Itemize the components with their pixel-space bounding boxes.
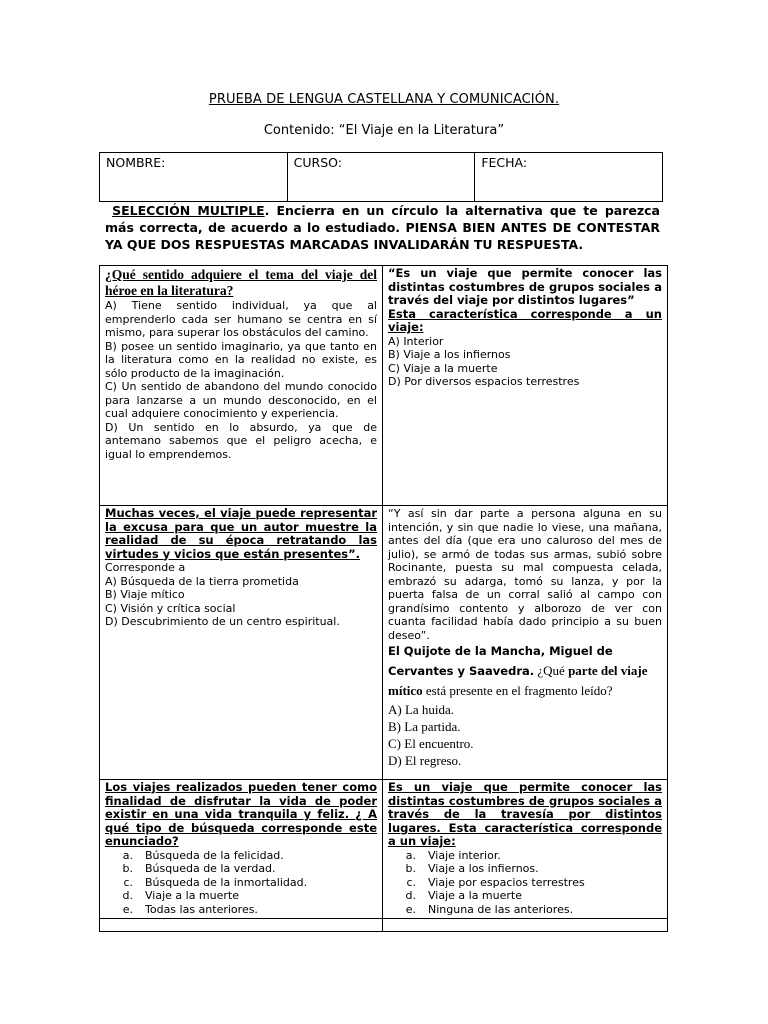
- curso-field[interactable]: CURSO:: [287, 153, 475, 202]
- question-4-q-c: mítico: [388, 683, 423, 698]
- content-subtitle: Contenido: “El Viaje en la Literatura”: [263, 123, 505, 138]
- option-marker: c.: [123, 875, 133, 889]
- question-3-option-c[interactable]: C) Visión y crítica social: [105, 601, 236, 615]
- question-4-option-c[interactable]: C) El encuentro.: [388, 736, 474, 751]
- option-text: Búsqueda de la felicidad.: [145, 848, 284, 862]
- question-4-source-2: Cervantes y Saavedra.: [388, 664, 535, 678]
- nombre-field[interactable]: NOMBRE:: [100, 153, 288, 202]
- question-4-q-d: está presente en el fragmento leído?: [422, 683, 613, 698]
- question-1-prompt: ¿Qué sentido adquiere el tema del viaje del héroe en la literatura?: [105, 267, 377, 298]
- option-text: Viaje a la muerte: [428, 889, 522, 902]
- option-text: Todas las anteriores.: [145, 902, 258, 916]
- question-4-option-a[interactable]: A) La huida.: [388, 702, 455, 717]
- student-info-table: [99, 152, 663, 202]
- page-title: PRUEBA DE LENGUA CASTELLANA Y COMUNICACIÓN.: [208, 92, 560, 107]
- question-1-option-c[interactable]: C) Un sentido de abandono del mundo conocido para lanzarse a un mundo desconocido, en el cual adquiere conocimiento y experiencia.: [105, 380, 377, 420]
- question-2-prompt: Esta característica corresponde a un viaje:: [388, 306, 662, 334]
- option-marker: e.: [405, 902, 416, 916]
- question-2-option-a[interactable]: A) Interior: [388, 334, 444, 348]
- question-4-q-a: ¿Qué: [534, 663, 569, 678]
- option-marker: b.: [405, 862, 416, 875]
- question-2-quote: “Es un viaje que permite conocer las distintas costumbres de grupos sociales a través del viaje por distintos lugares”: [388, 266, 662, 307]
- instructions-text: . Encierra en un círculo la alternativa que te parezca más correcta, de acuerdo a lo estudiado. PIENSA BIEN ANTES DE CONTESTAR YA QUE DOS RESPUESTAS MARCADAS INVALIDARÁN TU RESPUESTA.: [105, 203, 660, 252]
- question-5-option-c[interactable]: [105, 876, 377, 890]
- option-text: Viaje interior.: [428, 848, 501, 862]
- fecha-field[interactable]: FECHA:: [475, 153, 663, 202]
- question-6-prompt: Es un viaje que permite conocer las distintas costumbres de grupos sociales a través de la travesía por distintos lugares. Esta característica corresponde a un viaje:: [388, 780, 662, 848]
- question-1: [100, 266, 383, 506]
- option-text: Ninguna de las anteriores.: [428, 902, 574, 916]
- question-5-option-a[interactable]: [105, 849, 377, 863]
- question-5-option-b[interactable]: [105, 862, 377, 876]
- question-6-option-c[interactable]: [388, 876, 662, 890]
- option-marker: d.: [405, 889, 416, 902]
- option-marker: b.: [122, 862, 133, 875]
- question-5-option-e[interactable]: [105, 903, 377, 917]
- question-1-option-d[interactable]: D) Un sentido en lo absurdo, ya que de antemano sabemos que el peligro acecha, e igual lo emprendemos.: [105, 420, 377, 461]
- question-3-option-d[interactable]: D) Descubrimiento de un centro espiritual.: [105, 615, 340, 628]
- question-2: [383, 266, 668, 506]
- option-marker: c.: [406, 875, 416, 889]
- question-4-option-b[interactable]: B) La partida.: [388, 719, 461, 734]
- question-2-option-c[interactable]: C) Viaje a la muerte: [388, 361, 498, 375]
- question-6-option-b[interactable]: [388, 862, 662, 876]
- question-3: [100, 506, 383, 780]
- question-4-quote: “Y así sin dar parte a persona alguna en su intención, y sin que nadie lo viese, una mañana, antes del día (que era uno caluroso del mes de julio), se armó de todas sus armas, subió sobre Rocinante, puesta su mal compuesta celada, embrazó su adarga, tomó su lanza, y por la puerta falsa de un corral salió al campo con grandísimo contento y alborozo de ver con cuanta facilidad había dado principio a su buen deseo”.: [388, 507, 662, 642]
- option-text: Búsqueda de la inmortalidad.: [145, 875, 308, 889]
- question-3-option-b[interactable]: B) Viaje mítico: [105, 588, 185, 601]
- option-text: Viaje por espacios terrestres: [428, 875, 585, 889]
- option-text: Viaje a los infiernos.: [428, 862, 539, 875]
- questions-table: [99, 265, 668, 932]
- question-3-option-a[interactable]: A) Búsqueda de la tierra prometida: [105, 574, 299, 588]
- question-5: [100, 780, 383, 919]
- empty-cell: [100, 919, 383, 932]
- question-5-option-d[interactable]: [105, 889, 377, 903]
- option-marker: a.: [405, 848, 416, 862]
- question-4-q-b: parte del viaje: [568, 663, 648, 678]
- question-6: [383, 780, 668, 919]
- instructions: [105, 202, 660, 253]
- option-marker: e.: [122, 902, 133, 916]
- question-2-option-d[interactable]: D) Por diversos espacios terrestres: [388, 375, 580, 388]
- question-3-lead: Corresponde a: [105, 561, 186, 574]
- question-3-prompt: Muchas veces, el viaje puede representar la excusa para que un autor muestre la realidad de su época retratando las virtudes y vicios que están presentes”.: [105, 506, 377, 561]
- option-text: Búsqueda de la verdad.: [145, 862, 276, 875]
- question-1-option-b[interactable]: B) posee un sentido imaginario, ya que tanto en la literatura como en la realidad no existe, es sólo producto de la imaginación.: [105, 339, 377, 380]
- question-6-option-e[interactable]: [388, 903, 662, 917]
- empty-cell: [383, 919, 668, 932]
- option-marker: a.: [122, 848, 133, 862]
- question-4: [383, 506, 668, 780]
- instructions-heading: SELECCIÓN MULTIPLE: [112, 203, 265, 218]
- option-marker: d.: [122, 889, 133, 902]
- question-6-options: [388, 849, 662, 917]
- question-6-option-a[interactable]: [388, 849, 662, 863]
- question-2-option-b[interactable]: B) Viaje a los infiernos: [388, 348, 511, 361]
- question-4-source-1: El Quijote de la Mancha, Miguel de: [388, 644, 613, 658]
- question-4-prompt: [388, 642, 662, 701]
- question-4-option-d[interactable]: D) El regreso.: [388, 753, 462, 768]
- question-5-options: [105, 849, 377, 917]
- question-5-prompt: Los viajes realizados pueden tener como finalidad de disfrutar la vida de poder existir en una vida tranquila y feliz. ¿ A qué tipo de búsqueda corresponde este enunciado?: [105, 780, 377, 848]
- question-1-option-a[interactable]: A) Tiene sentido individual, ya que al emprenderlo cada ser humano se centra en sí mismo, para superar los obstáculos del camino.: [105, 299, 377, 339]
- question-6-option-d[interactable]: [388, 889, 662, 903]
- option-text: Viaje a la muerte: [145, 889, 239, 902]
